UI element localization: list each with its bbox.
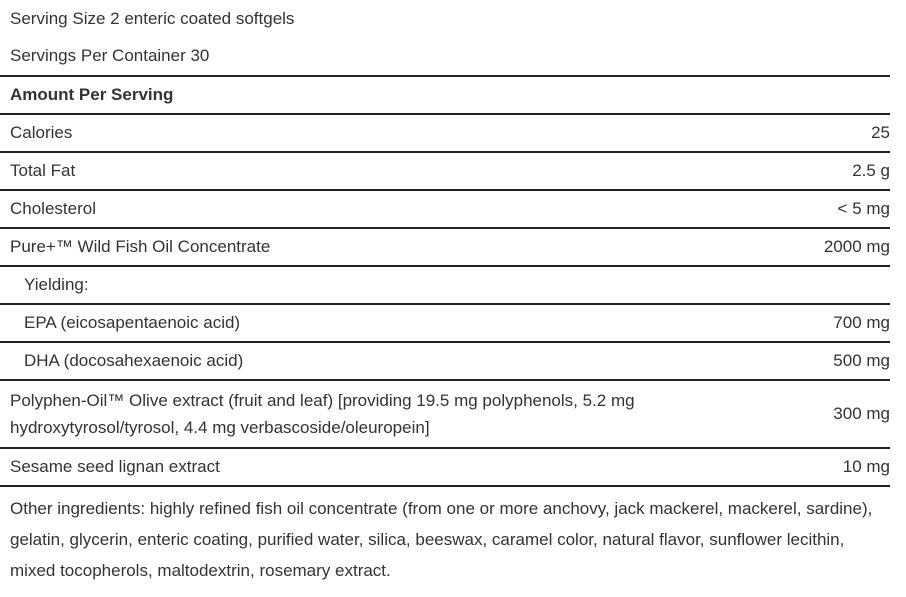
row-label: Yielding:	[24, 275, 89, 294]
row-label: Sesame seed lignan extract	[10, 457, 220, 476]
row-value: 2.5 g	[852, 161, 890, 180]
other-ingredients: Other ingredients: highly refined fish oil concentrate (from one or more anchovy, jack mackerel, mackerel, sardine), gelatin, glycerin, enteric coating, purified water, silica, beeswax, caramel color, natural flavor, sunflower lecithin, mixed tocopherols, maltodextrin, rosemary extract.	[10, 499, 873, 580]
table-header-row	[0, 77, 890, 115]
row-label: Total Fat	[10, 161, 76, 180]
table-row	[0, 153, 890, 191]
row-label: DHA (docosahexaenoic acid)	[24, 351, 244, 370]
row-label: Calories	[10, 123, 73, 142]
row-value: 2000 mg	[823, 237, 890, 256]
row-value: 700 mg	[833, 313, 890, 332]
table-row	[0, 267, 890, 305]
row-value: 300 mg	[833, 404, 890, 423]
row-label: Cholesterol	[10, 199, 96, 218]
amount-per-serving-heading: Amount Per Serving	[10, 85, 174, 104]
row-value: 25	[871, 123, 890, 142]
table-row	[0, 381, 890, 449]
serving-size: Serving Size 2 enteric coated softgels	[10, 9, 295, 28]
table-row	[0, 115, 890, 153]
table-row	[0, 229, 890, 267]
nutrition-table	[0, 75, 890, 487]
table-row	[0, 449, 890, 487]
servings-per-container: Servings Per Container 30	[10, 46, 210, 65]
row-value: < 5 mg	[837, 199, 890, 218]
row-label: EPA (eicosapentaenoic acid)	[24, 313, 241, 332]
table-row	[0, 305, 890, 343]
row-value: 500 mg	[833, 351, 890, 370]
table-row	[0, 191, 890, 229]
row-label: Pure+™ Wild Fish Oil Concentrate	[10, 237, 271, 256]
table-row	[0, 343, 890, 381]
row-value: 10 mg	[842, 457, 890, 476]
row-label: Polyphen-Oil™ Olive extract (fruit and leaf) [providing 19.5 mg polyphenols, 5.2 mg hydroxytyrosol/tyrosol, 4.4 mg verbascoside/oleuropein]	[10, 391, 635, 437]
